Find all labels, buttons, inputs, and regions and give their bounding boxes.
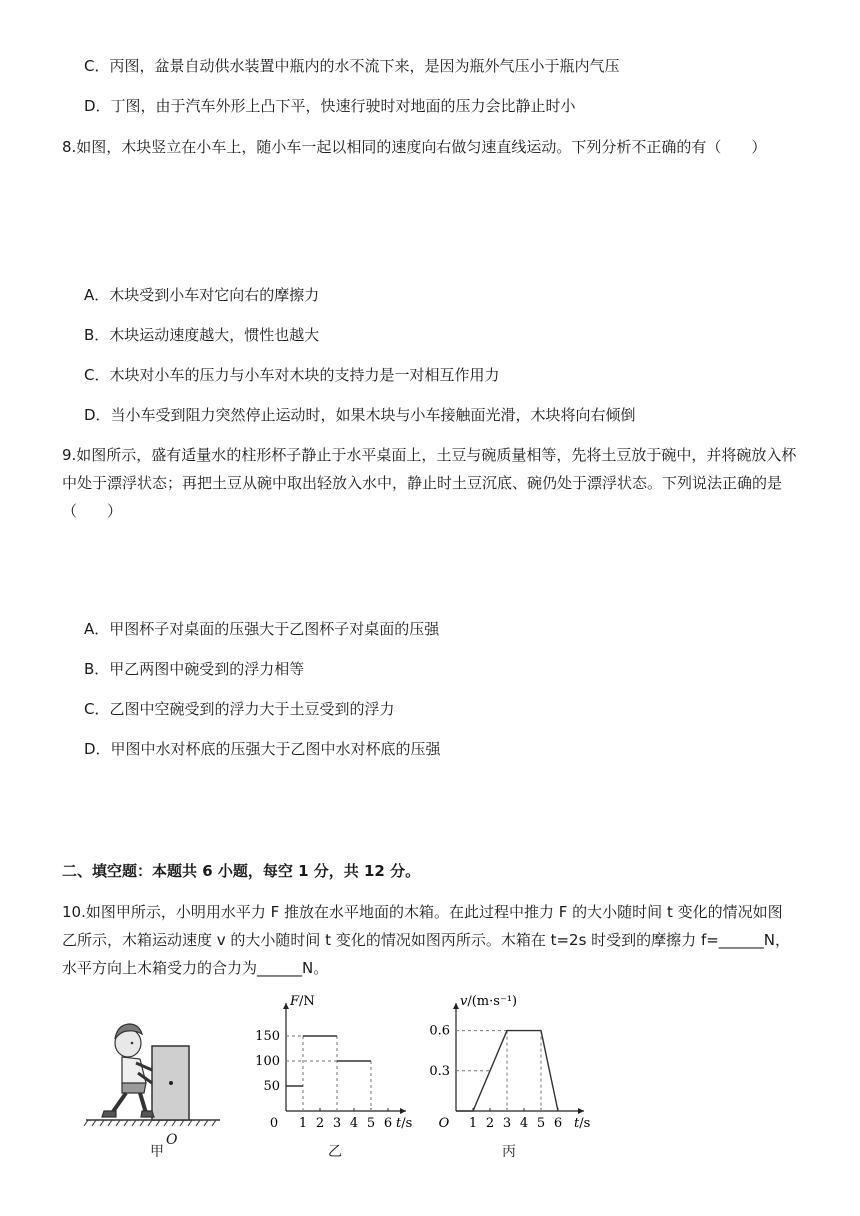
y-axis-arrow (283, 1003, 289, 1009)
y-axis-label: F/N (290, 994, 315, 1009)
q8-option-c: C．木块对小车的压力与小车对木块的支持力是一对相互作用力 (84, 366, 500, 384)
x-axis-label: t/s (396, 1116, 413, 1131)
q9-option-c: C．乙图中空碗受到的浮力大于土豆受到的浮力 (84, 700, 395, 718)
point-o-marker (169, 1081, 173, 1085)
point-o-label: O (166, 1132, 178, 1148)
y-axis-label: v/(m·s⁻¹) (460, 994, 518, 1009)
ground-hatch (84, 1120, 220, 1126)
q9-stem: 9.如图所示，盛有适量水的柱形杯子静止于水平桌面上，土豆与碗质量相等，先将土豆放于碗中，并将碗放入杯中处于漂浮状态；再把土豆从碗中取出轻放入水中，静止时土豆沉底、碗仍处于漂浮状态。下列说法正确的是（ ） (62, 446, 797, 520)
fig-jia-illustration (84, 995, 234, 1165)
x-tick-label: 6 (383, 1116, 393, 1131)
x-tick-label: 4 (349, 1116, 359, 1131)
x-axis-label: t/s (574, 1116, 591, 1131)
q10-stem: 10.如图甲所示，小明用水平力 F 推放在水平地面的木箱。在此过程中推力 F 的大小随时间 t 变化的情况如图乙所示，木箱运动速度 v 的大小随时间 t 变化的情况如图丙所示。木箱在 t=2s 时受到的摩擦力 f=______N，水平方向上木箱受力的合力为______N。 (62, 903, 791, 977)
x-axis-arrow (400, 1108, 406, 1114)
q9-option-b: B．甲乙两图中碗受到的浮力相等 (84, 660, 305, 678)
x-tick-label: 2 (485, 1116, 495, 1131)
x-tick-label: 5 (536, 1116, 546, 1131)
y-tick-label: 50 (263, 1079, 280, 1094)
fig-yi-caption: 乙 (328, 1144, 342, 1160)
q8-option-b: B．木块运动速度越大，惯性也越大 (84, 326, 320, 344)
fig-yi-chart (244, 995, 414, 1135)
boy-figure (102, 1024, 154, 1117)
x-tick-label: 1 (298, 1116, 308, 1131)
x-tick-label: 1 (468, 1116, 478, 1131)
q8-option-a: A．木块受到小车对它向右的摩擦力 (84, 286, 320, 304)
x-tick-label: 6 (553, 1116, 563, 1131)
q9-option-a: A．甲图杯子对桌面的压强大于乙图杯子对桌面的压强 (84, 620, 440, 638)
q7-option-d: D．丁图，由于汽车外形上凸下平，快速行驶时对地面的压力会比静止时小 (84, 97, 576, 115)
q9-option-d: D．甲图中水对杯底的压强大于乙图中水对杯底的压强 (84, 740, 441, 758)
fig-bing-caption: 丙 (502, 1144, 516, 1160)
y-tick-label: 0.6 (429, 1023, 450, 1039)
q7-option-c: C．丙图，盆景自动供水装置中瓶内的水不流下来，是因为瓶外气压小于瓶内气压 (84, 57, 620, 75)
x-tick-label: 4 (519, 1116, 529, 1131)
y-tick-label: 150 (255, 1029, 280, 1044)
x-tick-label: O (438, 1116, 450, 1131)
x-tick-label: 3 (332, 1116, 342, 1131)
y-axis-arrow (453, 1003, 459, 1009)
y-tick-label: 0.3 (429, 1063, 450, 1079)
x-tick-label: 5 (366, 1116, 376, 1131)
y-tick-label: 100 (255, 1054, 280, 1069)
fig-jia-caption: 甲 (150, 1144, 164, 1160)
q8-option-d: D．当小车受到阻力突然停止运动时，如果木块与小车接触面光滑，木块将向右倾倒 (84, 406, 636, 424)
fig-bing-chart (414, 995, 594, 1135)
section-heading: 二、填空题：本题共 6 小题，每空 1 分，共 12 分。 (62, 862, 421, 880)
q8-stem: 8.如图，木块竖立在小车上，随小车一起以相同的速度向右做匀速直线运动。下列分析不正确的有（ ） (62, 138, 767, 156)
x-tick-label: 0 (269, 1116, 279, 1131)
x-tick-label: 3 (502, 1116, 512, 1131)
x-tick-label: 2 (315, 1116, 325, 1131)
q10-figures (84, 995, 604, 1165)
x-axis-arrow (578, 1108, 584, 1114)
